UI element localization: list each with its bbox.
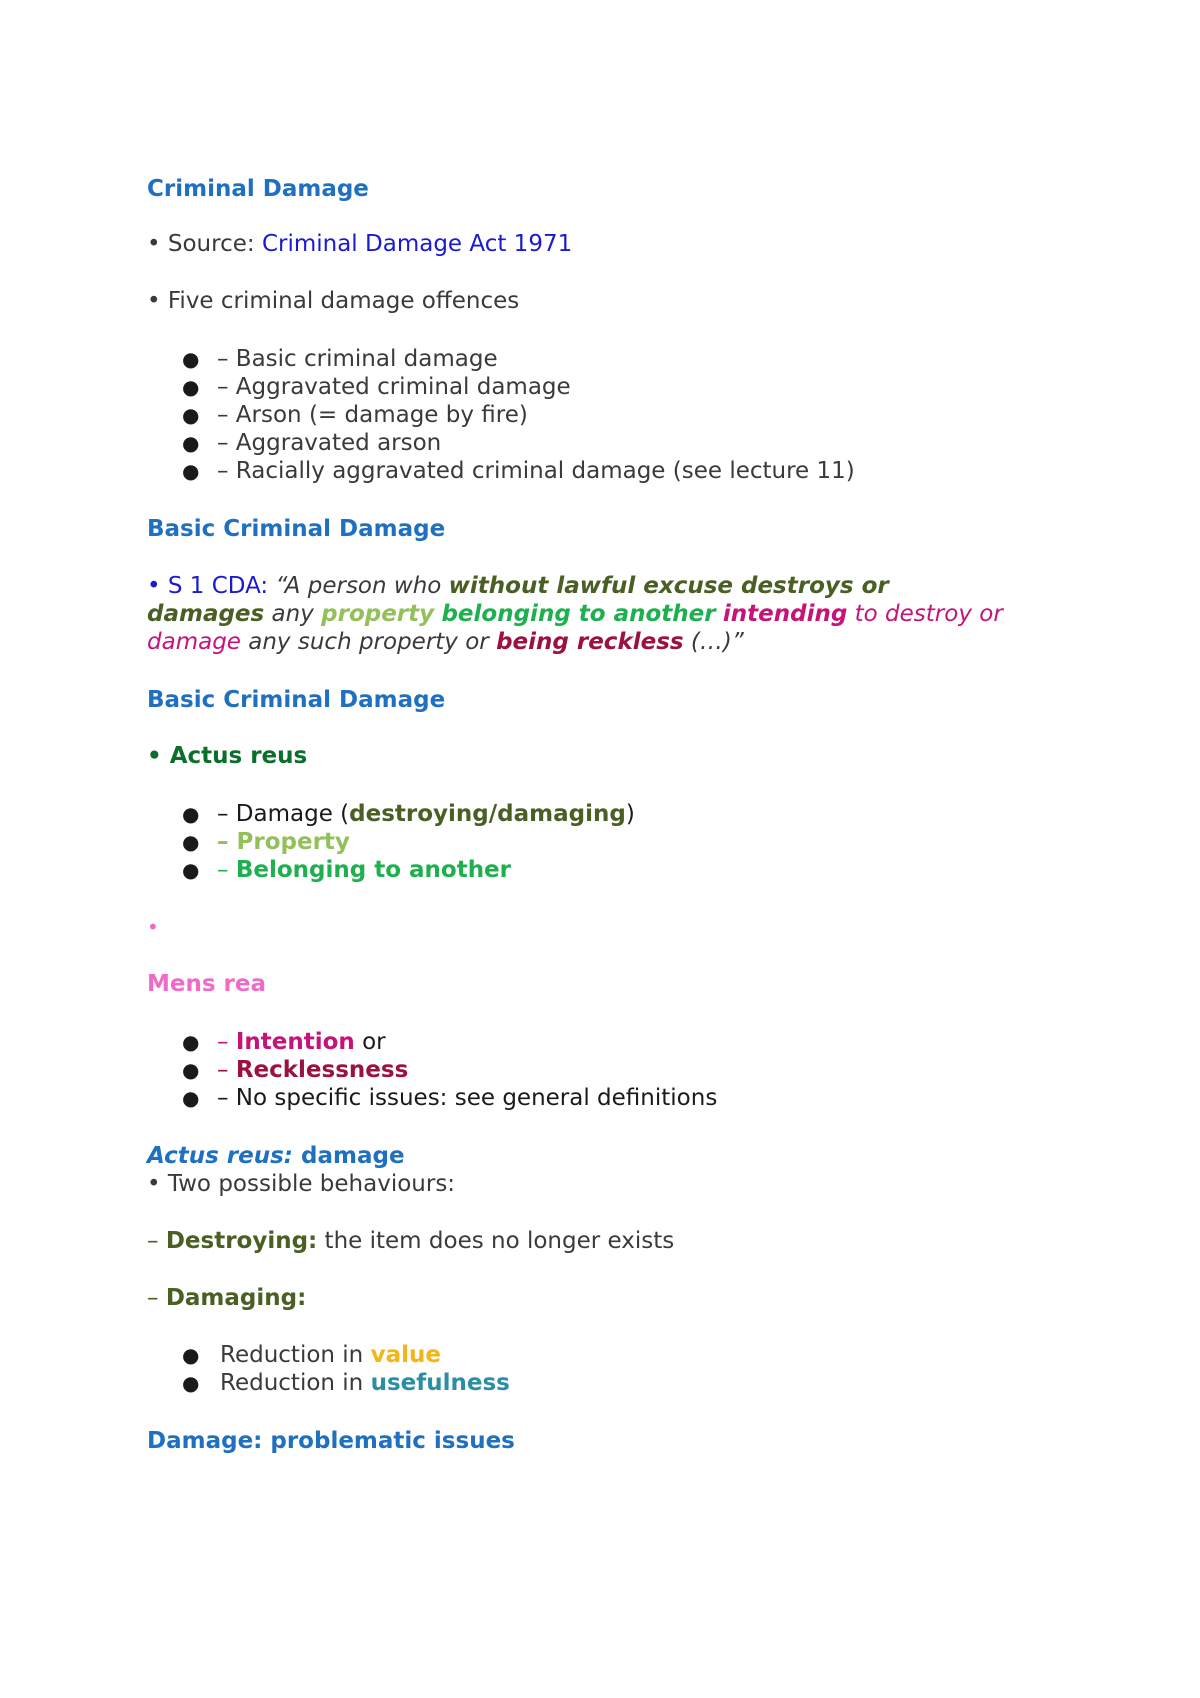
item-text: Reduction in <box>220 1370 371 1396</box>
quote-text: “A person who <box>275 573 449 599</box>
bullet-dot: ● <box>182 1371 200 1395</box>
quote-line-3 <box>147 628 744 656</box>
bullet-dot: ● <box>182 459 200 483</box>
reduction-usefulness <box>220 1369 510 1397</box>
bullet-dot: ● <box>182 1343 200 1367</box>
heading-italic-part: Actus reus: <box>147 1143 293 1169</box>
offence-label: – Aggravated arson <box>217 430 442 456</box>
ar-item-property: – Property <box>217 829 350 855</box>
bullet-dot: ● <box>182 1058 200 1082</box>
quote-prefix: • S 1 CDA: <box>147 573 276 599</box>
offence-label: – Aggravated criminal damage <box>217 374 571 400</box>
ar-item-belonging <box>217 856 511 884</box>
mens-rea-heading: Mens rea <box>147 971 267 997</box>
quote-text: any <box>264 601 322 627</box>
item-text: – <box>217 1057 236 1083</box>
quote-text: damage <box>147 629 241 655</box>
bullet-dot: ● <box>182 830 200 854</box>
dash: – <box>147 1285 166 1311</box>
mr-item-general: – No specific issues: see general definitions <box>217 1085 718 1111</box>
offence-label: – Arson (= damage by fire) <box>217 402 528 428</box>
value-term: value <box>370 1342 441 1368</box>
bullet-dot: ● <box>182 403 200 427</box>
item-text: Reduction in <box>220 1342 371 1368</box>
quote-text: damages <box>147 601 265 627</box>
quote-text: intending <box>722 601 848 627</box>
mr-item-recklessness <box>217 1056 408 1084</box>
item-text: – <box>217 857 236 883</box>
damaging-term: Damaging: <box>165 1285 307 1311</box>
item-text: – <box>217 1029 236 1055</box>
two-behaviours-line: • Two possible behaviours: <box>147 1171 456 1197</box>
destroying-desc: the item does no longer exists <box>317 1228 675 1254</box>
quote-text: property <box>321 601 435 627</box>
heading-rest: damage <box>293 1143 405 1169</box>
destroying-line <box>147 1227 674 1255</box>
item-text: destroying/damaging <box>349 801 626 827</box>
heading-basic-criminal-damage-2: Basic Criminal Damage <box>147 687 446 713</box>
quote-text: being reckless <box>496 629 684 655</box>
heading-criminal-damage: Criminal Damage <box>147 176 369 202</box>
quote-text <box>716 601 723 627</box>
dash: – <box>147 1228 166 1254</box>
item-text: Recklessness <box>235 1057 409 1083</box>
item-text: – Damage ( <box>217 801 350 827</box>
quote-line-2 <box>147 600 1003 628</box>
source-line <box>147 230 572 258</box>
heading-basic-criminal-damage: Basic Criminal Damage <box>147 516 446 542</box>
heading-problematic-issues: Damage: problematic issues <box>147 1428 515 1454</box>
lone-bullet: • <box>147 915 159 939</box>
ar-item-damage <box>217 800 635 828</box>
bullet-dot: ● <box>182 858 200 882</box>
quote-text: to destroy or <box>847 601 1003 627</box>
item-text: or <box>354 1029 386 1055</box>
source-label: • Source: <box>147 231 262 257</box>
offence-label: – Basic criminal damage <box>217 346 498 372</box>
mr-item-intention <box>217 1028 386 1056</box>
damaging-line <box>147 1284 306 1312</box>
offence-label: – Racially aggravated criminal damage (see lecture 11) <box>217 458 855 484</box>
source-value: Criminal Damage Act 1971 <box>261 231 573 257</box>
actus-reus-line: • Actus reus <box>147 743 308 769</box>
five-offences-line: • Five criminal damage offences <box>147 288 520 314</box>
bullet-dot: ● <box>182 1086 200 1110</box>
quote-line-1 <box>147 572 889 600</box>
item-text: Intention <box>235 1029 355 1055</box>
quote-text: any such property or <box>240 629 497 655</box>
bullet-dot: ● <box>182 347 200 371</box>
destroying-term: Destroying: <box>165 1228 318 1254</box>
usefulness-term: usefulness <box>370 1370 510 1396</box>
bullet-dot: ● <box>182 802 200 826</box>
item-text: ) <box>625 801 635 827</box>
heading-actus-reus-damage <box>147 1142 405 1170</box>
quote-text: (…)” <box>683 629 744 655</box>
bullet-dot: ● <box>182 431 200 455</box>
bullet-dot: ● <box>182 375 200 399</box>
reduction-value <box>220 1341 441 1369</box>
bullet-dot: ● <box>182 1030 200 1054</box>
quote-text: belonging to another <box>441 601 716 627</box>
quote-text: without lawful excuse destroys or <box>448 573 889 599</box>
item-text: Belonging to another <box>235 857 512 883</box>
